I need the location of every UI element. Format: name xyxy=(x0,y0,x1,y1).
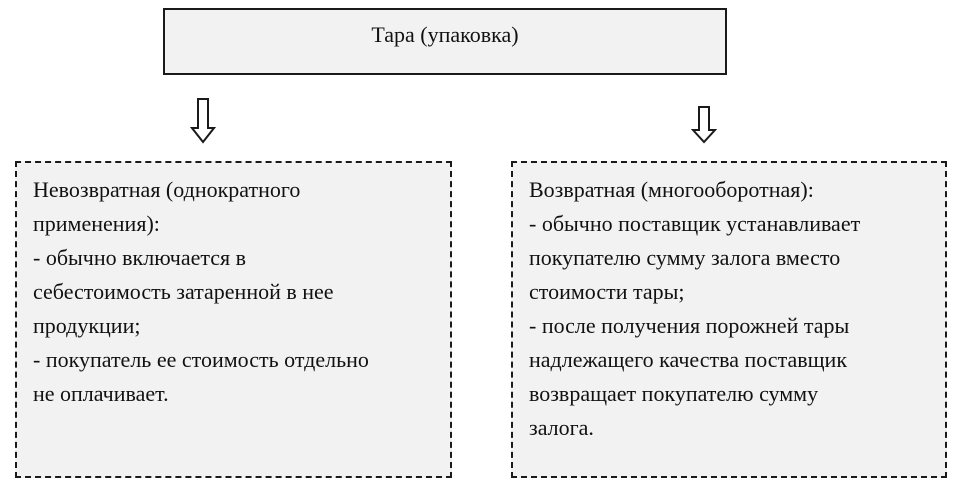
down-arrow-icon xyxy=(691,106,717,144)
box-text-line: Невозвратная (однократного xyxy=(33,177,301,202)
down-arrow-icon xyxy=(190,98,216,144)
box-text-line: стоимости тары; xyxy=(529,279,685,304)
box-text-line: - обычно включается в xyxy=(33,245,247,270)
box-text-line: залога. xyxy=(529,415,594,440)
box-text-line: возвращает покупателю сумму xyxy=(529,381,819,406)
top-node-packaging xyxy=(163,8,727,75)
box-text-line: надлежащего качества поставщик xyxy=(529,347,848,372)
box-text-line: продукции; xyxy=(33,313,141,338)
top-node-title: Тара (упаковка) xyxy=(371,22,519,47)
box-text-line: покупателю сумму залога вместо xyxy=(529,245,841,270)
box-text-line: - после получения порожней тары xyxy=(529,313,850,338)
returnable-packaging-box xyxy=(511,161,947,478)
box-text-line: применения): xyxy=(33,211,160,236)
non-returnable-packaging-box xyxy=(15,161,452,478)
box-text-line: себестоимость затаренной в нее xyxy=(33,279,334,304)
box-text-line: - обычно поставщик устанавливает xyxy=(529,211,861,236)
box-text-line: не оплачивает. xyxy=(33,381,169,406)
box-text-line: - покупатель ее стоимость отдельно xyxy=(33,347,369,372)
box-text-line: Возвратная (многооборотная): xyxy=(529,177,814,202)
